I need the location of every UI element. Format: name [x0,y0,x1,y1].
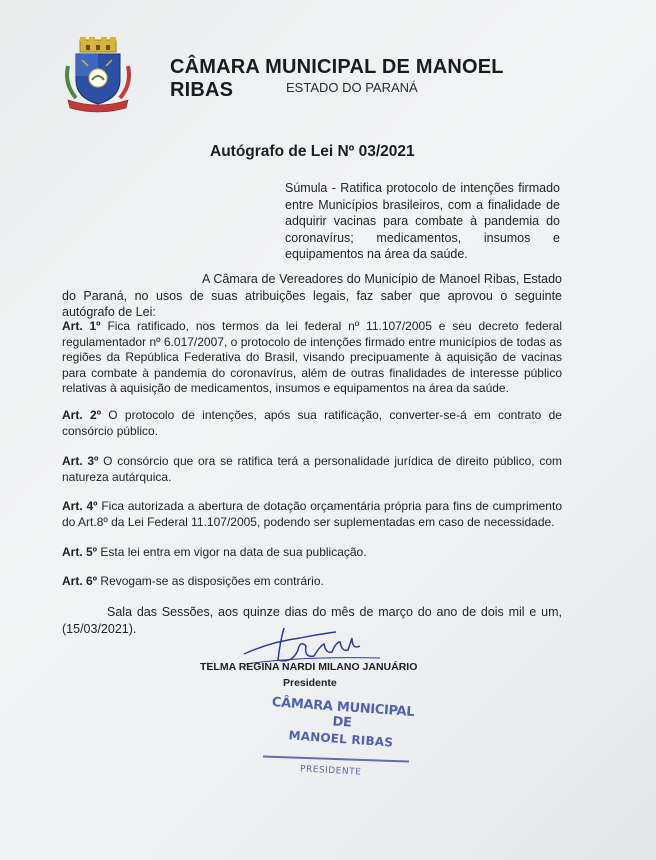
article-2 [62,408,562,439]
article-label: Art. 6º [62,574,98,588]
stamp-line-2: MANOEL RIBAS [288,728,394,750]
stamp-role: PRESIDENTE [299,764,362,778]
article-label: Art. 4º [62,499,98,513]
official-stamp [261,694,424,751]
article-label: Art. 2º [62,408,102,422]
article-text: Esta lei entra em vigor na data de sua publicação. [100,545,367,559]
municipal-crest-icon [62,36,134,116]
article-3 [62,454,562,485]
article-4 [62,499,562,530]
stamp-line-1: CÂMARA MUNICIPAL DE [271,695,415,731]
article-text: Fica ratificado, nos termos da lei federal nº 11.107/2005 e seu decreto federal regulamentador nº 6.017/2007, o protocolo de intenções firmado entre municípios de todas as regiões da República Federativa do Brasil, visando precipuamente à aquisição de vacinas para combate à pandemia do coronavírus, além de outras finalidades de interesse público relativas à aquisição de medicamentos, insumos e equipamentos na área da saúde. [62,319,563,395]
article-5 [62,545,562,561]
article-label: Art. 1º [62,319,101,333]
signer-name: TELMA REGINA NARDI MILANO JANUÁRIO [200,661,418,673]
signer-role: Presidente [283,677,337,689]
header-subtitle: ESTADO DO PARANÁ [286,80,418,95]
article-text: O consórcio que ora se ratifica terá a personalidade jurídica de direito público, com natureza autárquica. [62,454,562,484]
article-label: Art. 3º [62,454,99,468]
header-title: CÂMARA MUNICIPAL DE MANOEL RIBAS [170,56,504,101]
preamble-text: A Câmara de Vereadores do Município de Manoel Ribas, Estado do Paraná, no usos de suas atribuições legais, faz saber que aprovou o seguinte autógrafo de Lei: [62,272,562,319]
stamp-signature-line [263,755,409,762]
article-label: Art. 5º [62,545,98,559]
article-text: Fica autorizada a abertura de dotação orçamentária própria para fins de cumprimento do Art.8º da Lei Federal 11.107/2005, podendo ser suplementadas em caso de necessidade. [62,499,562,529]
article-text: O protocolo de intenções, após sua ratificação, converter-se-á em contrato de consórcio público. [62,408,562,438]
article-6 [62,574,562,590]
document-title: Autógrafo de Lei Nº 03/2021 [210,143,415,160]
article-text: Revogam-se as disposições em contrário. [100,574,324,588]
closing-text: Sala das Sessões, aos quinze dias do mês de março do ano de dois mil e um, (15/03/2021). [62,605,562,636]
article-1 [62,319,562,397]
sumula-text: Súmula - Ratifica protocolo de intenções firmado entre Municípios brasileiros, com a finalidade de adquirir vacinas para combate à pandemia do coronavírus; medicamentos, insumos e equipamentos na área da saúde. [285,181,560,261]
